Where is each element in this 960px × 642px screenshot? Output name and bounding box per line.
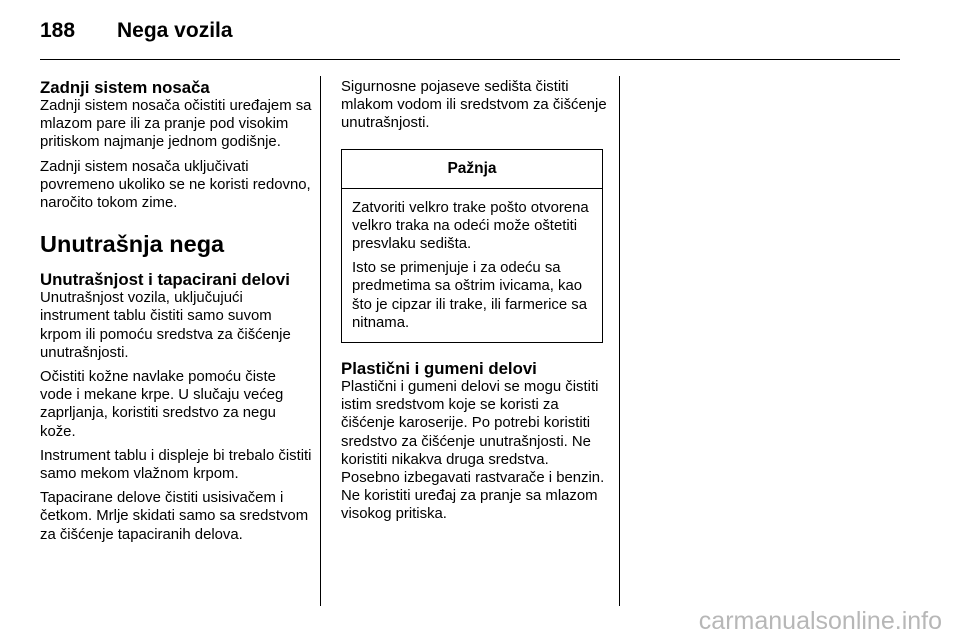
page-number: 188 bbox=[40, 19, 76, 42]
section-heading-interior-upholstery: Unutrašnjost i tapacirani delovi bbox=[40, 270, 290, 290]
section-heading-interior-care: Unutrašnja nega bbox=[40, 231, 225, 258]
paragraph: Očistiti kožne navlake pomoću čiste vode i mekane krpe. U slučaju većeg zaprljanja, koristiti sredstvo za negu kože. bbox=[40, 369, 284, 440]
paragraph: Zadnji sistem nosača uključivati povremeno ukoliko se ne koristi redovno, naročito tokom zime. bbox=[40, 158, 311, 212]
section-heading-rear-carrier: Zadnji sistem nosača bbox=[40, 78, 210, 97]
header-rule bbox=[40, 59, 900, 60]
section-heading-plastic-rubber: Plastični i gumeni delovi bbox=[341, 359, 537, 379]
watermark: carmanualsonline.info bbox=[698, 607, 942, 635]
warning-title: Pažnja bbox=[342, 150, 602, 189]
warning-body bbox=[342, 189, 602, 342]
paragraph: Unutrašnjost vozila, uključujući instrument tablu čistiti samo suvom krpom ili pomoću sredstva za čišćenje unutrašnjosti. bbox=[40, 290, 291, 361]
paragraph: Instrument tablu i displeje bi trebalo čistiti samo mekom vlažnom krpom. bbox=[40, 447, 312, 483]
page-title: Nega vozila bbox=[117, 19, 233, 42]
paragraph: Plastični i gumeni delovi se mogu čistiti istim sredstvom koje se koristi za čišćenje karoserije. Po potrebi koristiti sredstvo za čišćenje unutrašnjosti. Ne koristiti nikakva druga sredstva. Posebno izbegavati rastvarače i benzin. Ne koristiti uređaj za pranje sa mlazom visokog pritiska. bbox=[341, 379, 605, 523]
column-divider bbox=[320, 76, 321, 606]
warning-box bbox=[341, 149, 603, 343]
warning-paragraph: Zatvoriti velkro trake pošto otvorena velkro traka na odeći može oštetiti presvlaku sedišta. bbox=[352, 199, 589, 253]
paragraph: Sigurnosne pojaseve sedišta čistiti mlakom vodom ili sredstvom za čišćenje unutrašnjosti. bbox=[341, 79, 607, 132]
left-column bbox=[40, 78, 312, 550]
paragraph: Tapacirane delove čistiti usisivačem i četkom. Mrlje skidati samo sa sredstvom za čišćenje tapaciranih delova. bbox=[40, 490, 309, 543]
warning-paragraph: Isto se primenjuje i za odeću sa predmetima sa oštrim ivicama, kao što je cipzar ili trake, ili farmerice sa nitnama. bbox=[352, 260, 588, 331]
paragraph: Zadnji sistem nosača očistiti uređajem sa mlazom pare ili za pranje pod visokim pritiskom najmanje jednom godišnje. bbox=[40, 98, 312, 151]
column-divider bbox=[619, 76, 620, 606]
middle-column bbox=[341, 78, 611, 530]
